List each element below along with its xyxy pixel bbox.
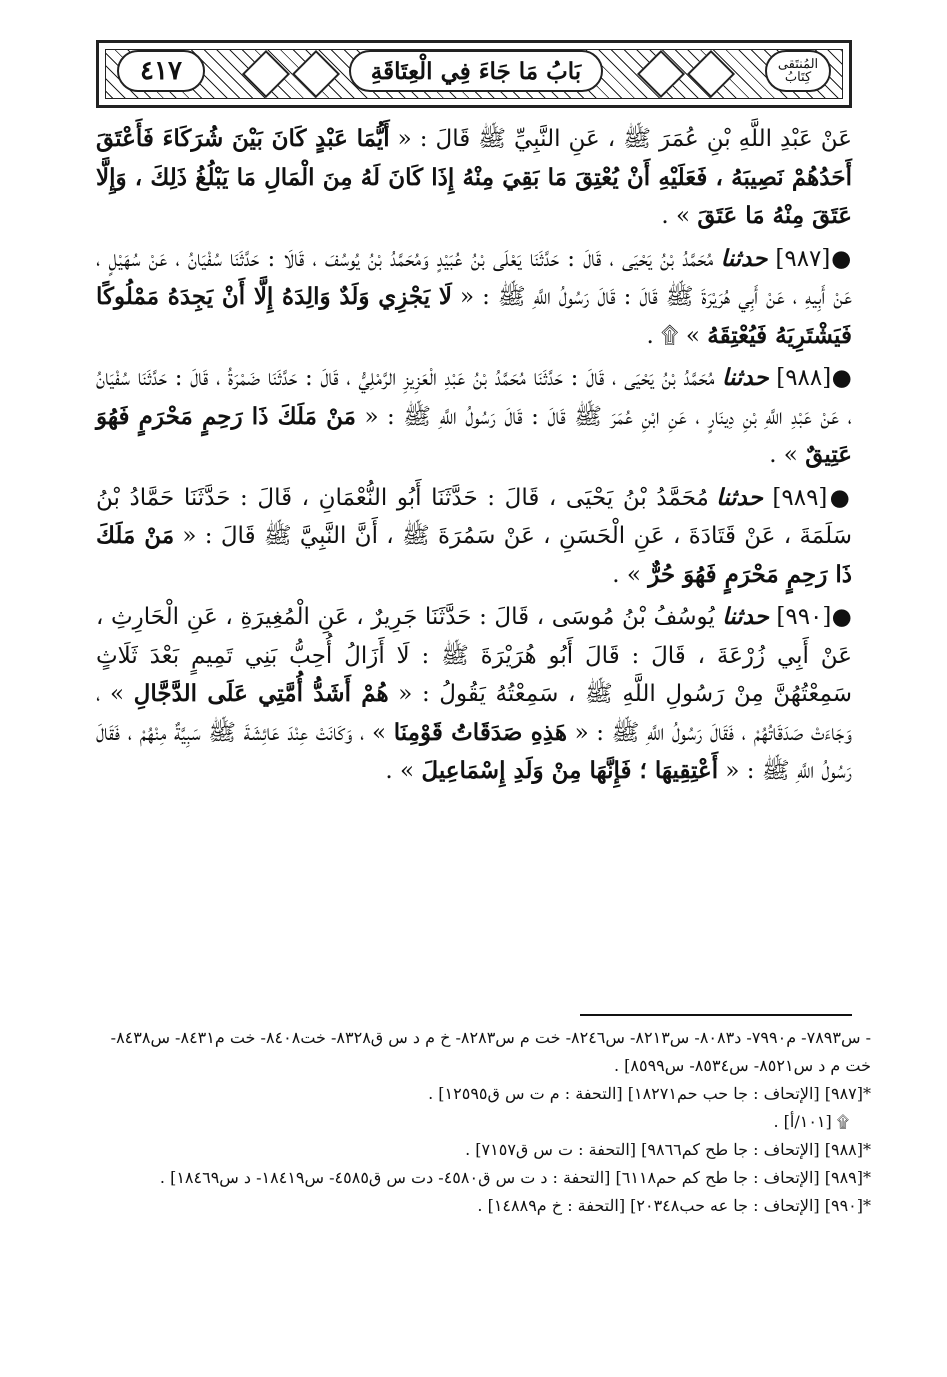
hadith-matn: مَنْ مَلَكَ ذَا رَحِمٍ مَحْرَمٍ فَهُوَ عَتِيقٌ	[96, 402, 852, 468]
haddathana-label: حدثنا	[716, 483, 763, 511]
hadith-matn: مَنْ مَلَكَ ذَا رَحِمٍ مَحْرَمٍ فَهُوَ حُرٌّ	[96, 522, 852, 588]
book-label	[765, 50, 831, 92]
hadith-matn: هَذِهِ صَدَقَاتُ قَوْمِنَا	[393, 718, 567, 746]
haddathana-label: حدثنا	[720, 244, 768, 272]
hadith-isnad: ●[٩٩٠]	[768, 604, 852, 630]
footnote-separator	[580, 1014, 852, 1016]
haddathana-label: حدثنا	[722, 603, 769, 630]
hadith-988	[96, 359, 852, 475]
hadith-989	[96, 479, 852, 595]
book-label-line1: المُنتَقى	[777, 57, 819, 72]
hadith-isnad: مُحَمَّدُ بْنُ يَحْيَى ، قَالَ : حَدَّثَنَا أَبُو النُّعْمَانِ ، قَالَ : حَدَّثَنَا حَمَّادُ بْنُ سَلَمَةَ ، عَنْ قَتَادَةَ ، عَنِ الْحَسَنِ ، عَنْ سَمُرَةَ ﷺ ، أَنَّ النَّبِيَّ ﷺ قَالَ : «	[96, 484, 852, 549]
hadith-matn: أَيُّمَا عَبْدٍ كَانَ بَيْنَ شُرَكَاءَ فَأَعْتَقَ أَحَدُهُمْ نَصِيبَهُ ، فَعَلَيْهِ أَنْ يُعْتِقَ مَا بَقِيَ مِنْهُ إِذَا كَانَ لَهُ مِنَ الْمَالِ مَا يَبْلُغُ ذَلِكَ ، وَإِلَّا عَتَقَ مِنْهُ مَا عَتَقَ	[96, 125, 852, 229]
page-number: ٤١٧	[117, 50, 205, 92]
hadith-isnad: يُوسُفُ بْنُ مُوسَى ، قَالَ : حَدَّثَنَا جَرِيرٌ ، عَنِ الْمُغِيرَةِ ، عَنِ الْحَارِثِ ، عَنْ أَبِي زُرْعَةَ ، قَالَ : قَالَ أَبُو هُرَيْرَةَ ﷺ : لَا أَزَالُ أُحِبُّ بَنِي تَمِيمٍ بَعْدَ ثَلَاثٍ سَمِعْتُهُنَّ مِنْ رَسُولِ اللَّهِ ﷺ ، سَمِعْتُهُ يَقُولُ : «	[96, 604, 853, 707]
hadith-isnad: » ۩ .	[646, 322, 708, 349]
footnotes	[96, 1024, 871, 1220]
footnote-line: *[٩٨٩] [الإتحاف : جا طح كم حم٦١١٨] [التحفة : د ت س ق٤٥٨٠- دت س ق٤٥٨٥- س١٨٤١٩- د س١٨٤٦٩] .	[159, 1168, 871, 1187]
hadith-isnad: » .	[385, 758, 422, 784]
hadith-isnad: » ، وَجَاءَتْ صَدَقَاتُهُمْ ، فَقَالَ رَسُولُ اللَّهِ ﷺ : «	[96, 681, 853, 746]
footnote-line: *[٩٨٨] [الإتحاف : جا طح كم٩٨٦٦] [التحفة : ت س ق٧١٥٧] .	[465, 1140, 871, 1159]
main-text	[96, 120, 852, 795]
hadith-matn: أَعْتِقِيهَا ؛ فَإِنَّهَا مِنْ وَلَدِ إِسْمَاعِيلَ	[421, 757, 719, 784]
footnote-line: ۩ [١٠١/أ] .	[773, 1112, 849, 1131]
hadith-isnad: مُحَمَّدُ بْنُ يَحْيَى ، قَالَ : حَدَّثَنَا مُحَمَّدُ بْنُ عَبْدِ الْعَزِيزِ الرَّمْلِيُّ ، قَالَ : حَدَّثَنَا ضَمْرَةُ ، قَالَ : حَدَّثَنَا سُفْيَانُ ، عَنْ عَبْدِ اللَّهِ بْنِ دِينَارٍ ، عَنِ ابْنِ عُمَرَ ﷺ قَالَ : قَالَ رَسُولُ اللَّهِ ﷺ : «	[96, 365, 852, 430]
chapter-title: بَابُ مَا جَاءَ فِي الْعِتَاقَةِ	[349, 50, 603, 92]
hadith-isnad: » ، وَكَانَتْ عِنْدَ عَائِشَةَ ﷺ سَبِيَّةٌ مِنْهُمْ ، فَقَالَ رَسُولُ اللَّهِ ﷺ : «	[96, 719, 852, 784]
hadith-isnad: ●[٩٨٩]	[762, 484, 852, 511]
footnote-line: *[٩٩٠] [الإتحاف : جا عه حب٢٠٣٤٨] [التحفة : خ م١٤٨٨٩] .	[477, 1196, 871, 1215]
hadith-isnad: مُحَمَّدُ بْنُ يَحْيَى ، قَالَ : حَدَّثَنَا يَعْلَى بْنُ عُبَيْدٍ وَمُحَمَّدُ بْنُ يُوسُفَ ، قَالَا : حَدَّثَنَا سُفْيَانُ ، عَنْ سُهَيْلٍ ، عَنْ أَبِيهِ ، عَنْ أَبِي هُرَيْرَةَ ﷺ قَالَ : قَالَ رَسُولُ اللَّهِ ﷺ : «	[96, 245, 853, 310]
hadith-matn: هُمْ أَشَدُّ أُمَّتِي عَلَى الدَّجَّالِ	[133, 680, 389, 707]
footnote-line: - س٧٨٩٣- م٧٩٩٠- د٨٠٨٣- س٨٢١٣- س٨٢٤٦- خت م س٨٢٨٣- خ م د س ق٨٣٢٨- خت٨٤٠٨- خت م٨٤٣١- س٨٤٣٨- خت م د س٨٥٢١- س٨٥٣٤- س٨٥٩٩] .	[110, 1028, 871, 1075]
hadith-isnad: » .	[661, 203, 698, 229]
hadith-isnad: عَنْ عَبْدِ اللَّهِ بْنِ عُمَرَ ﷺ ، عَنِ النَّبِيِّ ﷺ قَالَ : «	[389, 126, 852, 152]
footnote-line: *[٩٨٧] [الإتحاف : جا حب حم١٨٢٧١] [التحفة : م ت س ق١٢٥٩٥] .	[428, 1084, 871, 1103]
hadith-990	[96, 598, 852, 791]
haddathana-label: حدثنا	[721, 364, 769, 391]
hadith-matn: لَا يَجْزِي وَلَدٌ وَالِدَهُ إِلَّا أَنْ يَجِدَهُ مَمْلُوكًا فَيَشْتَرِيَهُ فَيُعْتِقَهُ	[96, 283, 852, 349]
hadith-isnad: » .	[612, 561, 649, 588]
hadith-isnad: » .	[769, 442, 806, 468]
hadith-987	[96, 240, 852, 356]
hadith-isnad: ●[٩٨٨]	[768, 365, 852, 391]
page-header	[96, 40, 852, 108]
hadith-isnad: ●[٩٨٧]	[767, 245, 852, 272]
hadith-intro	[96, 120, 852, 236]
book-label-line2: كِتَابُ	[784, 70, 812, 85]
